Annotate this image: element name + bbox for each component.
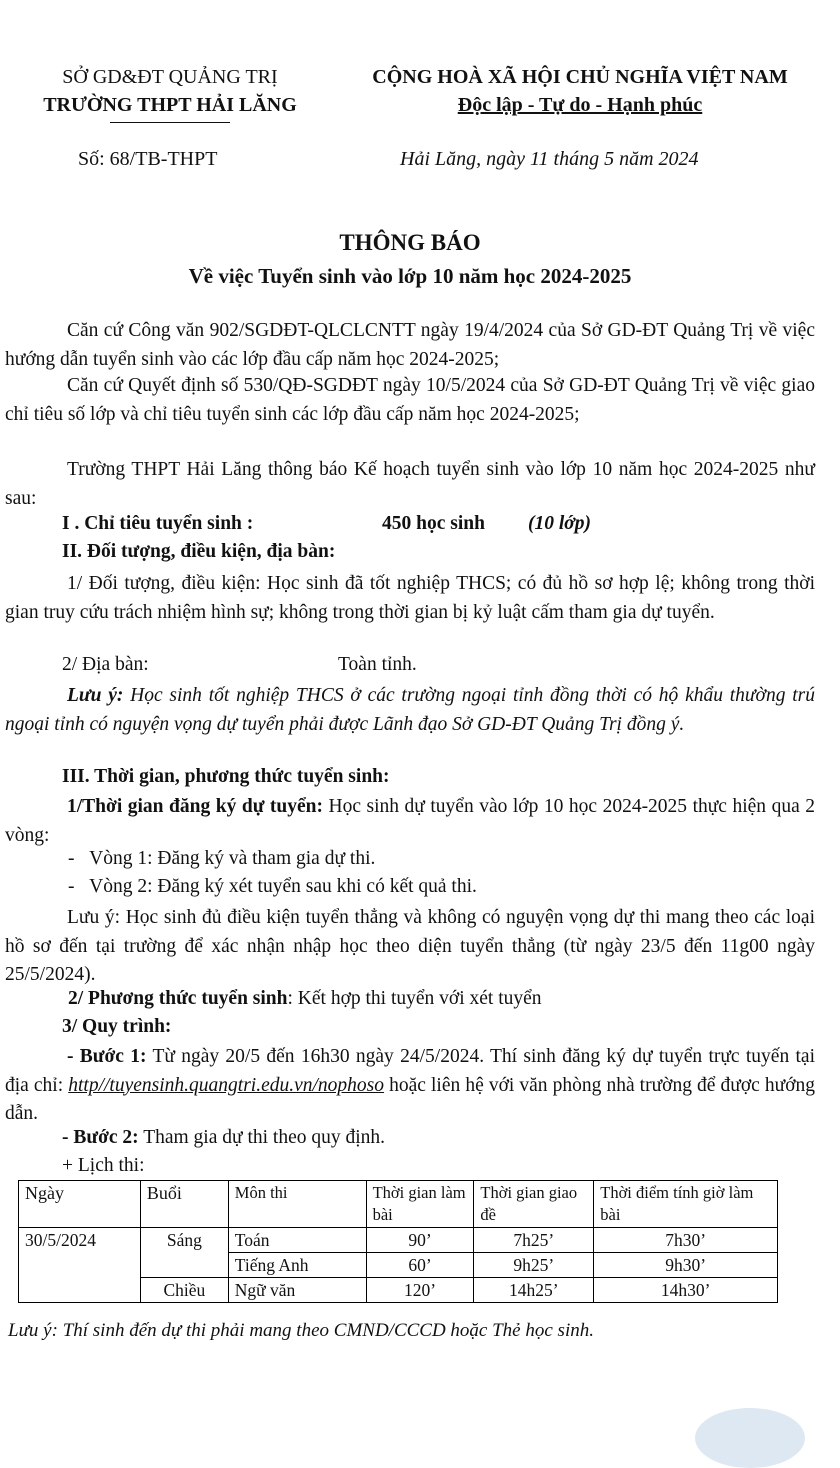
header-subject: Môn thi <box>228 1181 366 1228</box>
step-2-label: - Bước 2: <box>62 1127 139 1148</box>
duration: 90’ <box>366 1228 474 1253</box>
school-underline <box>110 122 230 123</box>
floating-bubble[interactable] <box>695 1408 805 1468</box>
step-1-text-cont: hoặc liên hệ với văn phòng nhà trường để được hướng dẫn. <box>5 1074 816 1124</box>
step-1-paragraph <box>5 1043 815 1129</box>
department-name: SỞ GD&ĐT QUẢNG TRỊ <box>62 66 278 88</box>
table-header-row <box>19 1181 778 1228</box>
step-1-label: - Bước 1: <box>67 1046 147 1067</box>
procedure-heading: 3/ Quy trình: <box>62 1016 172 1037</box>
registration-label: 1/Thời gian đăng ký dự tuyển: <box>67 796 323 817</box>
round-1: - Vòng 1: Đăng ký và tham gia dự thi. <box>68 848 376 869</box>
duration: 60’ <box>366 1253 474 1278</box>
table-row <box>19 1228 778 1253</box>
basis-paragraph-2: Căn cứ Quyết định số 530/QĐ-SGDĐT ngày 10/5/2024 của Sở GD-ĐT Quảng Trị về việc giao chỉ tiêu số lớp và chỉ tiêu tuyển sinh các lớp đầu cấp năm học 2024-2025; <box>5 375 815 425</box>
area-note <box>5 682 815 739</box>
header-start-time: Thời điểm tính giờ làm bài <box>594 1181 778 1228</box>
section-3-heading: III. Thời gian, phương thức tuyển sinh: <box>62 766 390 787</box>
document-subtitle: Về việc Tuyển sinh vào lớp 10 năm học 2024-2025 <box>188 264 632 288</box>
intro-paragraph: Trường THPT Hải Lăng thông báo Kế hoạch tuyển sinh vào lớp 10 năm học 2024-2025 như sau: <box>5 459 815 509</box>
header-session: Buổi <box>140 1181 228 1228</box>
exam-date: 30/5/2024 <box>19 1228 141 1303</box>
quota-value: 450 học sinh <box>382 513 485 534</box>
step-1-text: Từ ngày 20/5 đến 16h30 ngày 24/5/2024. Thí sinh đăng ký dự tuyển trực tuyến tại địa chỉ: <box>5 1046 815 1096</box>
subject: Toán <box>228 1228 366 1253</box>
area-value: Toàn tỉnh. <box>338 654 417 675</box>
document-date: Hải Lăng, ngày 11 tháng 5 năm 2024 <box>400 148 699 170</box>
handout-time: 14h25’ <box>474 1278 594 1303</box>
schedule-label: + Lịch thi: <box>62 1155 145 1176</box>
start-time: 14h30’ <box>594 1278 778 1303</box>
final-note: Lưu ý: Thí sinh đến dự thi phải mang theo CMND/CCCD hoặc Thẻ học sinh. <box>8 1320 594 1341</box>
header-handout: Thời gian giao đề <box>474 1181 594 1228</box>
start-time: 7h30’ <box>594 1228 778 1253</box>
national-motto: Độc lập - Tự do - Hạnh phúc <box>457 94 703 116</box>
area-note-text: Học sinh tốt nghiệp THCS ở các trường ngoại tỉnh đồng thời có hộ khẩu thường trú ngoại tỉnh có nguyện vọng dự tuyển phải được Lãnh đạo Sở GD-ĐT Quảng Trị đồng ý. <box>5 685 816 735</box>
area-label: 2/ Địa bàn: <box>62 654 149 675</box>
section-2-heading: II. Đối tượng, điều kiện, địa bàn: <box>62 541 336 562</box>
handout-time: 7h25’ <box>474 1228 594 1253</box>
exam-schedule-table <box>18 1180 778 1303</box>
header-duration: Thời gian làm bài <box>366 1181 474 1228</box>
registration-text: Học sinh dự tuyển vào lớp 10 học 2024-2025 thực hiện qua 2 vòng: <box>5 796 815 846</box>
session-morning: Sáng <box>140 1228 228 1278</box>
quota-label: I . Chỉ tiêu tuyển sinh : <box>62 513 254 534</box>
step-2 <box>62 1127 385 1149</box>
round-2: - Vòng 2: Đăng ký xét tuyển sau khi có kết quả thi. <box>68 876 477 897</box>
quota-classes: (10 lớp) <box>528 513 591 534</box>
subject: Ngữ văn <box>228 1278 366 1303</box>
subject: Tiếng Anh <box>228 1253 366 1278</box>
basis-paragraph-1: Căn cứ Công văn 902/SGDĐT-QLCLCNTT ngày 19/4/2024 của Sở GD-ĐT Quảng Trị về việc hướng dẫn tuyển sinh vào các lớp đầu cấp năm học 2024-2025; <box>5 320 815 370</box>
document-title: THÔNG BÁO <box>339 230 481 255</box>
country-name: CỘNG HOÀ XÃ HỘI CHỦ NGHĨA VIỆT NAM <box>372 66 788 88</box>
session-afternoon: Chiều <box>140 1278 228 1303</box>
duration: 120’ <box>366 1278 474 1303</box>
school-name: TRƯỜNG THPT HẢI LĂNG <box>43 94 297 116</box>
start-time: 9h30’ <box>594 1253 778 1278</box>
eligibility-paragraph: 1/ Đối tượng, điều kiện: Học sinh đã tốt nghiệp THCS; có đủ hồ sơ hợp lệ; không trong thời gian truy cứu trách nhiệm hình sự; không trong thời gian bị kỷ luật cấm tham gia dự tuyển. <box>5 573 815 623</box>
registration-paragraph <box>5 793 815 850</box>
admission-method-label: 2/ Phương thức tuyển sinh <box>68 988 288 1009</box>
area-note-label: Lưu ý: <box>67 685 124 706</box>
handout-time: 9h25’ <box>474 1253 594 1278</box>
admission-method-text: : Kết hợp thi tuyển với xét tuyển <box>287 988 542 1009</box>
registration-link[interactable]: http//tuyensinh.quangtri.edu.vn/nophoso <box>68 1074 385 1096</box>
step-2-text: Tham gia dự thi theo quy định. <box>143 1127 386 1148</box>
document-number: Số: 68/TB-THPT <box>78 148 218 170</box>
header-date: Ngày <box>19 1181 141 1228</box>
admission-method <box>68 988 542 1010</box>
direct-admission-note: Lưu ý: Học sinh đủ điều kiện tuyển thẳng và không có nguyện vọng dự thi mang theo các loại hồ sơ đến tại trường để xác nhận nhập học theo diện tuyển thẳng (từ ngày 23/5 đến 11g00 ngày 25/5/2024). <box>5 907 815 985</box>
